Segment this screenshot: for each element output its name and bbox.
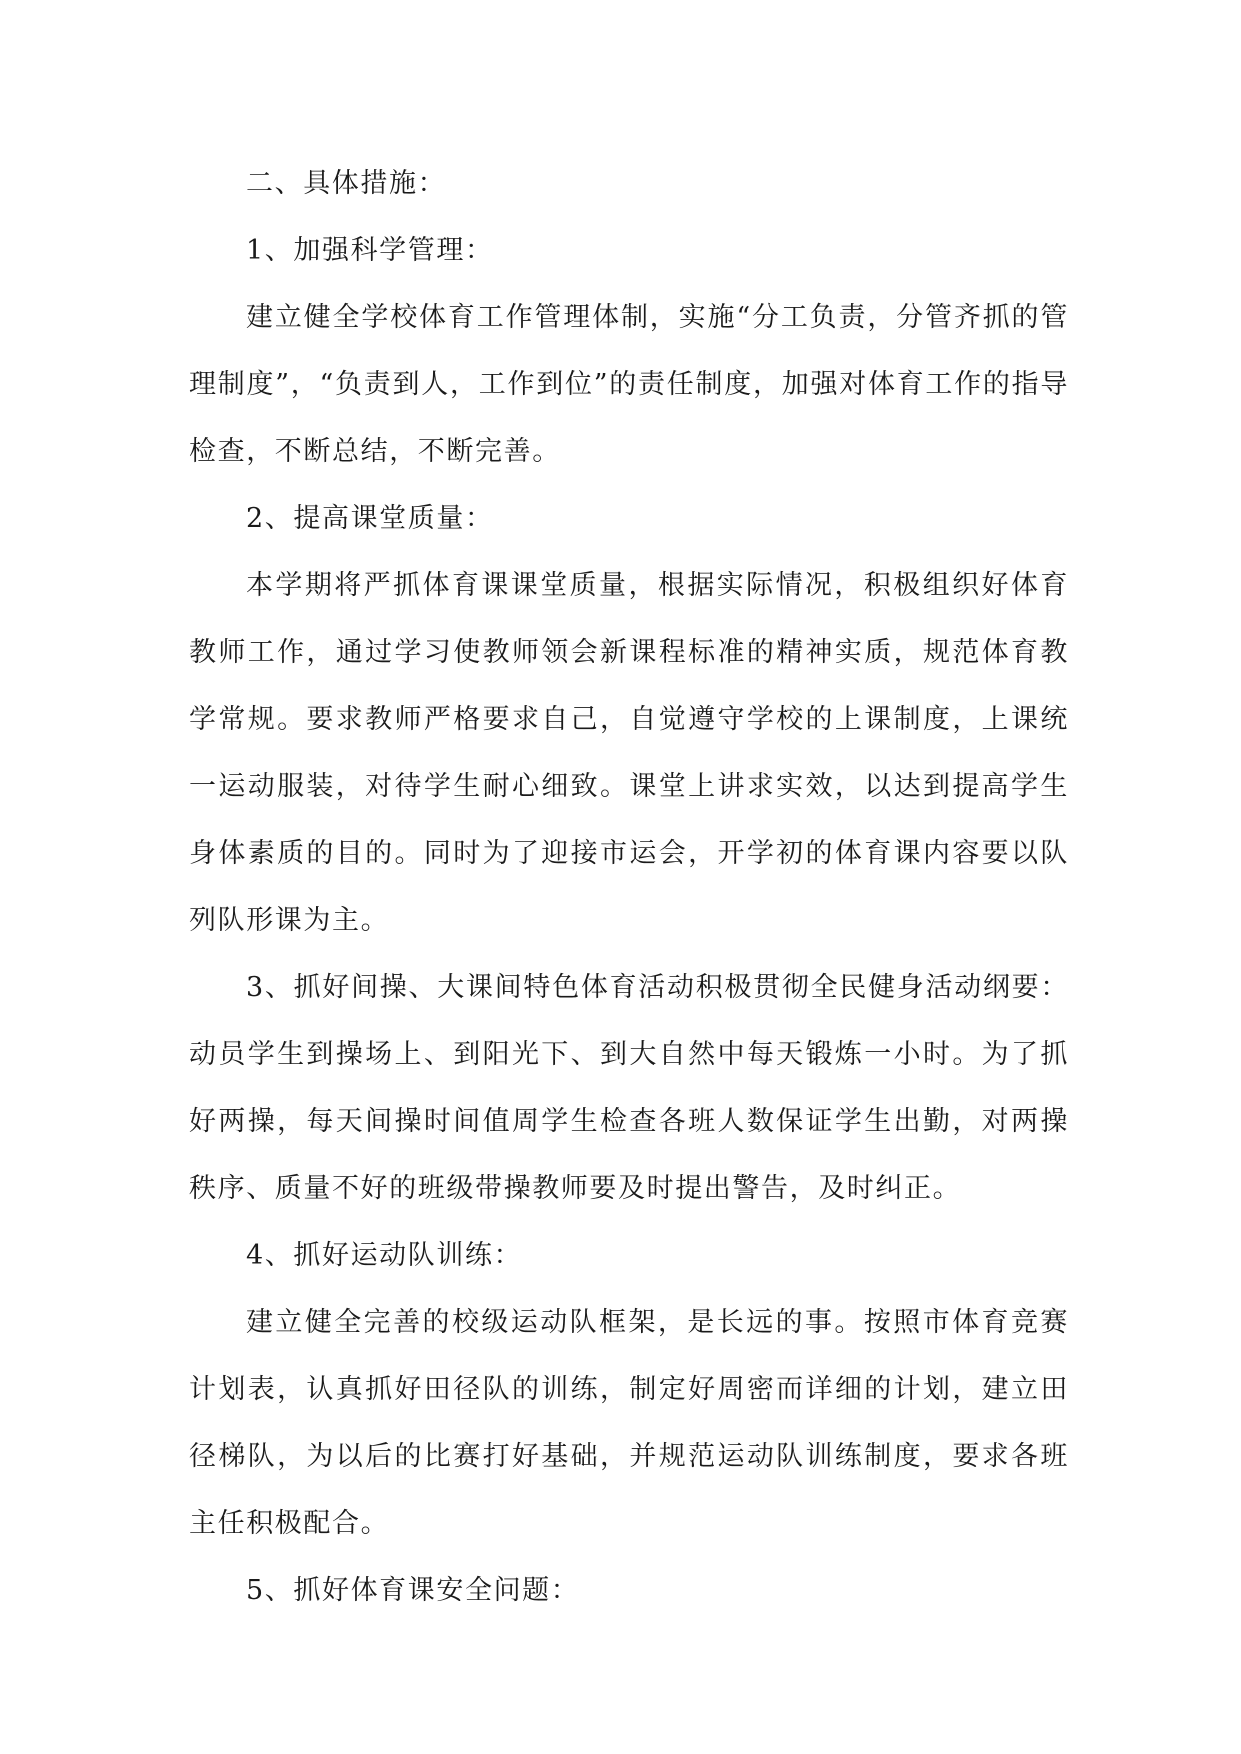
subsection-heading-4: 4、抓好运动队训练： xyxy=(246,1240,523,1271)
subsection-heading-5: 5、抓好体育课安全问题： xyxy=(246,1575,580,1606)
subsection-heading-2: 2、提高课堂质量： xyxy=(246,503,494,534)
section-heading: 二、具体措施： xyxy=(246,168,447,199)
document-body xyxy=(189,150,1069,1624)
paragraph-2: 本学期将严抓体育课课堂质量，根据实际情况，积极组织好体育教师工作，通过学习使教师领会新课程标准的精神实质，规范体育教学常规。要求教师严格要求自己，自觉遵守学校的上课制度，上课统一运动服装，对待学生耐心细致。课堂上讲求实效，以达到提高学生身体素质的目的。同时为了迎接市运会，开学初的体育课内容要以队列队形课为主。 xyxy=(189,570,1069,936)
paragraph-1: 建立健全学校体育工作管理体制，实施“分工负责，分管齐抓的管理制度”，“负责到人，工作到位”的责任制度，加强对体育工作的指导检查，不断总结，不断完善。 xyxy=(189,302,1069,467)
paragraph-4: 建立健全完善的校级运动队框架，是长远的事。按照市体育竞赛计划表，认真抓好田径队的训练，制定好周密而详细的计划，建立田径梯队，为以后的比赛打好基础，并规范运动队训练制度，要求各班主任积极配合。 xyxy=(189,1307,1069,1539)
subsection-heading-1: 1、加强科学管理： xyxy=(246,235,494,266)
paragraph-3: 3、抓好间操、大课间特色体育活动积极贯彻全民健身活动纲要：动员学生到操场上、到阳光下、到大自然中每天锻炼一小时。为了抓好两操，每天间操时间值周学生检查各班人数保证学生出勤，对两操秩序、质量不好的班级带操教师要及时提出警告，及时纠正。 xyxy=(189,972,1069,1204)
